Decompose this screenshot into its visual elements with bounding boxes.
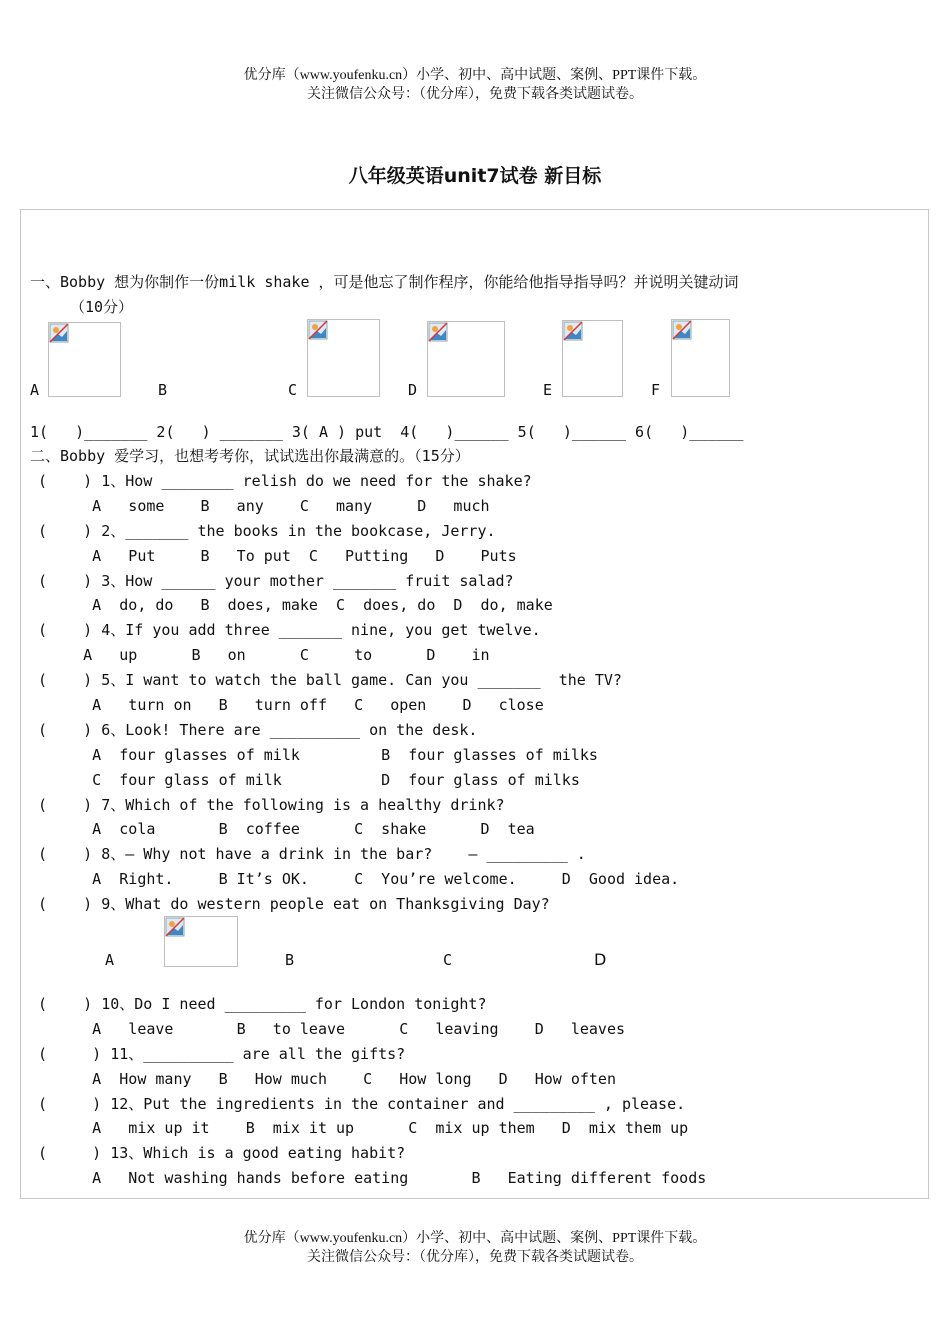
- step-image-d: [427, 321, 505, 397]
- question-line: ( ) 11、__________ are all the gifts?: [38, 1044, 406, 1063]
- question-line: ( ) 6、Look! There are __________ on the desk.: [38, 720, 478, 739]
- step-image-a: [48, 322, 121, 397]
- section1-score: （10分）: [70, 298, 134, 316]
- question-line: ( ) 4、If you add three _______ nine, you get twelve.: [38, 621, 541, 640]
- question-line: ( ) 12、Put the ingredients in the container and _________ , please.: [38, 1094, 686, 1113]
- question-line: ( ) 1、How ________ relish do we need for the shake?: [38, 472, 532, 490]
- picture-label-e: E: [543, 381, 553, 399]
- q9-label-a: A: [105, 951, 115, 969]
- section1-heading: 一、Bobby 想为你制作一份milk shake ，可是他忘了制作程序，你能给他指导指导吗？并说明关键动词: [30, 273, 739, 291]
- page-footer-line-1: 优分库（www.youfenku.cn）小学、初中、高中试题、案例、PPT课件下载。: [243, 1231, 707, 1246]
- option-line: A Not washing hands before eating B Eating different foods: [38, 1169, 707, 1188]
- option-line: A cola B coffee C shake D tea: [38, 820, 535, 839]
- question-line: ( ) 7、Which of the following is a healthy drink?: [38, 795, 505, 814]
- picture-label-f: F: [651, 381, 661, 399]
- page-header-line-2: 关注微信公众号：（优分库），免费下载各类试题试卷。: [307, 87, 643, 102]
- section1-answer-line: 1( )_______ 2( ) _______ 3( A ) put 4( )______ 5( )______ 6( )______: [30, 423, 744, 441]
- q9-option-image-a: [164, 916, 238, 967]
- question-line: ( ) 13、Which is a good eating habit?: [38, 1144, 406, 1163]
- step-image-f: [671, 319, 730, 397]
- option-line: C four glass of milk D four glass of milks: [38, 770, 580, 789]
- question-line: ( ) 8、— Why not have a drink in the bar? — _________ .: [38, 845, 586, 864]
- question-line: ( ) 5、I want to watch the ball game. Can you _______ the TV?: [38, 671, 622, 690]
- question-line: ( ) 3、How ______ your mother _______ fruit salad?: [38, 571, 514, 590]
- q9-label-b: B: [285, 951, 295, 969]
- question-line: ( ) 10、Do I need _________ for London tonight?: [38, 995, 487, 1013]
- step-image-c: [307, 319, 380, 397]
- q9-label-d: D: [594, 950, 607, 969]
- option-line: A mix up it B mix it up C mix up them D mix them up: [38, 1119, 689, 1138]
- q9-label-c: C: [443, 951, 453, 969]
- picture-label-c: C: [288, 381, 298, 399]
- option-line: A four glasses of milk B four glasses of milks: [38, 745, 598, 764]
- option-line: A turn on B turn off C open D close: [38, 696, 544, 715]
- document-title: 八年级英语unit7试卷 新目标: [348, 165, 602, 187]
- picture-label-b: B: [158, 381, 168, 399]
- broken-image-icon: [428, 322, 448, 342]
- page-header-line-1: 优分库（www.youfenku.cn）小学、初中、高中试题、案例、PPT课件下载。: [243, 68, 707, 83]
- option-line: A up B on C to D in: [38, 646, 490, 665]
- question-line: ( ) 9、What do western people eat on Thanksgiving Day?: [38, 895, 550, 914]
- step-image-e: [562, 320, 623, 397]
- question-line: ( ) 2、_______ the books in the bookcase, Jerry.: [38, 521, 496, 540]
- option-line: A leave B to leave C leaving D leaves: [38, 1019, 625, 1038]
- picture-label-d: D: [408, 381, 418, 399]
- broken-image-icon: [563, 321, 583, 341]
- page-footer-line-2: 关注微信公众号：（优分库），免费下载各类试题试卷。: [307, 1250, 643, 1265]
- question-list-2: [38, 994, 706, 1193]
- broken-image-icon: [308, 320, 328, 340]
- option-line: A Right. B It’s OK. C You’re welcome. D Good idea.: [38, 870, 680, 889]
- broken-image-icon: [49, 323, 69, 343]
- broken-image-icon: [165, 917, 185, 937]
- option-line: A some B any C many D much: [38, 496, 490, 515]
- section2-heading: 二、Bobby 爱学习，也想考考你，试试选出你最满意的。（15分）: [30, 447, 470, 465]
- option-line: A How many B How much C How long D How often: [38, 1069, 616, 1088]
- question-list-1: [38, 471, 679, 919]
- option-line: A Put B To put C Putting D Puts: [38, 546, 517, 565]
- option-line: A do, do B does, make C does, do D do, make: [38, 596, 553, 615]
- picture-label-a: A: [30, 381, 40, 399]
- broken-image-icon: [672, 320, 692, 340]
